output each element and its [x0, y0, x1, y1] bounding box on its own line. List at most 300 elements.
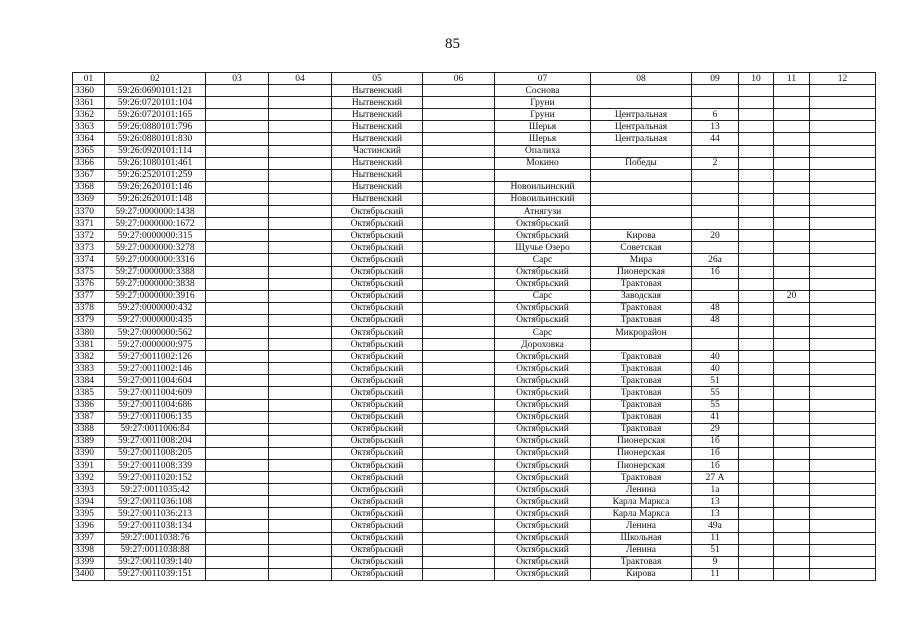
table-cell: [206, 399, 269, 411]
table-cell: [423, 266, 495, 278]
table-cell: [774, 544, 810, 556]
table-cell: Мира: [591, 254, 692, 266]
table-cell: Октябрьский: [332, 496, 423, 508]
table-cell: Частинский: [332, 145, 423, 157]
table-cell: 11: [692, 568, 739, 580]
table-header: [73, 73, 876, 85]
table-cell: 59:26:0880101:830: [105, 133, 206, 145]
table-cell: Карла Маркса: [591, 496, 692, 508]
table-cell: 3377: [73, 290, 105, 302]
column-header: 03: [206, 73, 269, 85]
table-cell: [774, 302, 810, 314]
table-cell: [206, 447, 269, 459]
table-cell: [206, 206, 269, 218]
table-cell: [739, 326, 774, 338]
table-cell: [692, 339, 739, 351]
table-cell: [269, 447, 332, 459]
table-cell: [206, 532, 269, 544]
table-cell: [206, 109, 269, 121]
table-cell: [423, 169, 495, 181]
table-cell: [269, 218, 332, 230]
table-cell: 3376: [73, 278, 105, 290]
table-cell: [206, 314, 269, 326]
table-cell: Сарс: [495, 290, 591, 302]
table-cell: [423, 435, 495, 447]
table-cell: 59:26:0690101:121: [105, 85, 206, 97]
table-cell: [206, 508, 269, 520]
table-cell: [739, 242, 774, 254]
table-row: [73, 556, 876, 568]
table-cell: Пионерская: [591, 460, 692, 472]
table-cell: [206, 157, 269, 169]
table-row: [73, 447, 876, 459]
table-cell: [739, 206, 774, 218]
table-cell: [423, 351, 495, 363]
table-cell: Кирова: [591, 230, 692, 242]
table-cell: Октябрьский: [332, 266, 423, 278]
table-row: [73, 254, 876, 266]
table-cell: Нытвенский: [332, 157, 423, 169]
table-cell: [810, 314, 876, 326]
table-cell: Октябрьский: [332, 387, 423, 399]
table-cell: 55: [692, 399, 739, 411]
table-cell: Октябрьский: [332, 351, 423, 363]
table-cell: Октябрьский: [495, 218, 591, 230]
table-cell: [269, 423, 332, 435]
table-cell: [206, 351, 269, 363]
table-cell: Нытвенский: [332, 169, 423, 181]
table-cell: [423, 85, 495, 97]
page-number: 85: [445, 36, 460, 52]
table-cell: [206, 302, 269, 314]
table-cell: Октябрьский: [332, 544, 423, 556]
table-cell: [423, 109, 495, 121]
table-row: [73, 532, 876, 544]
table-cell: 3362: [73, 109, 105, 121]
table-cell: [810, 556, 876, 568]
table-cell: Октябрьский: [495, 278, 591, 290]
table-cell: [591, 206, 692, 218]
table-cell: 11: [692, 532, 739, 544]
table-cell: [269, 314, 332, 326]
table-cell: [810, 133, 876, 145]
table-cell: [774, 157, 810, 169]
table-cell: [774, 218, 810, 230]
column-header: 05: [332, 73, 423, 85]
table-cell: 3371: [73, 218, 105, 230]
header-row: [73, 73, 876, 85]
table-row: [73, 326, 876, 338]
table-cell: [269, 375, 332, 387]
table-row: [73, 496, 876, 508]
table-cell: [423, 484, 495, 496]
table-cell: [810, 326, 876, 338]
table-cell: [810, 568, 876, 580]
table-cell: 59:27:0000000:315: [105, 230, 206, 242]
table-cell: [810, 145, 876, 157]
table-cell: [739, 290, 774, 302]
table-cell: [810, 460, 876, 472]
table-cell: Октябрьский: [332, 435, 423, 447]
table-cell: [774, 399, 810, 411]
table-cell: [206, 254, 269, 266]
table-row: [73, 157, 876, 169]
table-cell: 3375: [73, 266, 105, 278]
table-cell: [206, 387, 269, 399]
table-cell: [495, 169, 591, 181]
table-cell: 40: [692, 351, 739, 363]
table-cell: [739, 193, 774, 205]
table-cell: [423, 363, 495, 375]
table-cell: Октябрьский: [495, 423, 591, 435]
table-cell: Победы: [591, 157, 692, 169]
table-cell: [591, 339, 692, 351]
table-cell: [206, 133, 269, 145]
table-cell: Центральная: [591, 109, 692, 121]
table-cell: [206, 97, 269, 109]
table-cell: Трактовая: [591, 556, 692, 568]
table-cell: 3365: [73, 145, 105, 157]
table-cell: 3400: [73, 568, 105, 580]
table-row: [73, 375, 876, 387]
table-cell: 59:27:0011006:135: [105, 411, 206, 423]
table-cell: [774, 508, 810, 520]
table-cell: Трактовая: [591, 387, 692, 399]
table-cell: [423, 339, 495, 351]
table-cell: [423, 423, 495, 435]
table-cell: 9: [692, 556, 739, 568]
table-cell: [774, 314, 810, 326]
table-cell: [774, 169, 810, 181]
table-cell: Октябрьский: [332, 326, 423, 338]
table-cell: 59:27:0011020:152: [105, 472, 206, 484]
table-cell: 3366: [73, 157, 105, 169]
table-cell: [206, 266, 269, 278]
table-cell: 41: [692, 411, 739, 423]
table-cell: [739, 266, 774, 278]
table-cell: [774, 411, 810, 423]
table-cell: [692, 290, 739, 302]
table-cell: 59:27:0011038:88: [105, 544, 206, 556]
table-cell: 59:27:0011039:140: [105, 556, 206, 568]
table-cell: [423, 157, 495, 169]
table-cell: 3386: [73, 399, 105, 411]
table-cell: [269, 399, 332, 411]
table-cell: [423, 254, 495, 266]
table-cell: [810, 339, 876, 351]
table-cell: [774, 133, 810, 145]
table-cell: Октябрьский: [332, 411, 423, 423]
table-cell: Октябрьский: [332, 206, 423, 218]
table-cell: [206, 484, 269, 496]
table-cell: [423, 97, 495, 109]
table-cell: [269, 508, 332, 520]
table-cell: 59:27:0011039:151: [105, 568, 206, 580]
column-header: 06: [423, 73, 495, 85]
table-row: [73, 206, 876, 218]
table-cell: [206, 472, 269, 484]
table-cell: Октябрьский: [332, 556, 423, 568]
table-cell: [206, 556, 269, 568]
table-row: [73, 97, 876, 109]
table-cell: [739, 375, 774, 387]
table-cell: [269, 520, 332, 532]
table-cell: [269, 242, 332, 254]
table-cell: [810, 109, 876, 121]
table-cell: [206, 435, 269, 447]
table-cell: 59:27:0000000:1672: [105, 218, 206, 230]
table-cell: 3370: [73, 206, 105, 218]
table-cell: [423, 145, 495, 157]
table-cell: Октябрьский: [495, 411, 591, 423]
table-cell: [810, 193, 876, 205]
table-cell: [591, 193, 692, 205]
table-cell: [739, 556, 774, 568]
table-cell: [739, 363, 774, 375]
table-cell: 3384: [73, 375, 105, 387]
table-cell: Трактовая: [591, 278, 692, 290]
table-cell: [423, 326, 495, 338]
table-cell: Октябрьский: [332, 278, 423, 290]
table-cell: [739, 254, 774, 266]
table-cell: Октябрьский: [332, 339, 423, 351]
table-row: [73, 169, 876, 181]
table-cell: 6: [692, 109, 739, 121]
table-cell: [423, 121, 495, 133]
table-cell: [206, 193, 269, 205]
table-cell: Шерья: [495, 121, 591, 133]
table-cell: [810, 399, 876, 411]
table-cell: 3372: [73, 230, 105, 242]
table-cell: Октябрьский: [332, 375, 423, 387]
table-cell: Октябрьский: [332, 423, 423, 435]
table-cell: [269, 278, 332, 290]
table-cell: [269, 145, 332, 157]
table-cell: 1б: [692, 266, 739, 278]
table-cell: 59:27:0000000:432: [105, 302, 206, 314]
table-cell: 3391: [73, 460, 105, 472]
table-cell: [206, 460, 269, 472]
table-cell: [774, 206, 810, 218]
table-cell: [739, 230, 774, 242]
table-cell: 3390: [73, 447, 105, 459]
table-cell: [591, 169, 692, 181]
table-cell: [269, 472, 332, 484]
table-cell: [591, 145, 692, 157]
table-cell: Октябрьский: [495, 399, 591, 411]
table-row: [73, 363, 876, 375]
table-cell: Октябрьский: [332, 314, 423, 326]
table-row: [73, 133, 876, 145]
table-cell: Нытвенский: [332, 121, 423, 133]
table-cell: [774, 556, 810, 568]
table-cell: [810, 447, 876, 459]
table-cell: [423, 302, 495, 314]
table-cell: [739, 351, 774, 363]
column-header: 08: [591, 73, 692, 85]
table-row: [73, 351, 876, 363]
table-cell: [269, 411, 332, 423]
table-cell: Нытвенский: [332, 97, 423, 109]
table-cell: 59:27:0011004:609: [105, 387, 206, 399]
column-header: 09: [692, 73, 739, 85]
table-row: [73, 435, 876, 447]
table-cell: [206, 290, 269, 302]
table-cell: [774, 435, 810, 447]
table-cell: [692, 278, 739, 290]
table-cell: Трактовая: [591, 351, 692, 363]
table-cell: [774, 520, 810, 532]
table-cell: 59:27:0000000:1438: [105, 206, 206, 218]
table-row: [73, 472, 876, 484]
table-cell: Советская: [591, 242, 692, 254]
table-cell: 59:26:0920101:114: [105, 145, 206, 157]
table-cell: [269, 484, 332, 496]
table-cell: Октябрьский: [332, 520, 423, 532]
table-row: [73, 242, 876, 254]
table-cell: [206, 242, 269, 254]
table-cell: [269, 121, 332, 133]
table-cell: Ленина: [591, 544, 692, 556]
table-cell: [774, 242, 810, 254]
table-cell: [774, 351, 810, 363]
table-cell: 59:26:2520101:259: [105, 169, 206, 181]
table-cell: 3389: [73, 435, 105, 447]
table-cell: 3393: [73, 484, 105, 496]
table-cell: [692, 181, 739, 193]
table-cell: 59:27:0000000:975: [105, 339, 206, 351]
table-cell: 3383: [73, 363, 105, 375]
table-cell: 59:27:0011036:213: [105, 508, 206, 520]
table-cell: 3381: [73, 339, 105, 351]
table-cell: [206, 544, 269, 556]
table-cell: [739, 169, 774, 181]
table-cell: 3395: [73, 508, 105, 520]
table-cell: [423, 230, 495, 242]
table-cell: Трактовая: [591, 472, 692, 484]
table-cell: [423, 242, 495, 254]
table-cell: Пионерская: [591, 435, 692, 447]
table-cell: Щучье Озеро: [495, 242, 591, 254]
table-cell: [206, 326, 269, 338]
table-cell: [774, 109, 810, 121]
table-cell: [774, 568, 810, 580]
table-cell: Центральная: [591, 121, 692, 133]
table-cell: 27 А: [692, 472, 739, 484]
table-cell: 3373: [73, 242, 105, 254]
table-cell: [269, 363, 332, 375]
table-cell: [692, 169, 739, 181]
table-cell: 55: [692, 387, 739, 399]
table-row: [73, 302, 876, 314]
table-cell: [739, 339, 774, 351]
table-cell: Октябрьский: [332, 532, 423, 544]
table-cell: Мокино: [495, 157, 591, 169]
column-header: 12: [810, 73, 876, 85]
table-row: [73, 411, 876, 423]
table-cell: [692, 193, 739, 205]
table-cell: [810, 411, 876, 423]
table-cell: [269, 387, 332, 399]
table-cell: 59:27:0011008:205: [105, 447, 206, 459]
table-cell: 3398: [73, 544, 105, 556]
table-cell: 29: [692, 423, 739, 435]
table-cell: 51: [692, 375, 739, 387]
table-cell: Карла Маркса: [591, 508, 692, 520]
table-cell: [810, 351, 876, 363]
table-cell: [206, 520, 269, 532]
table-cell: Октябрьский: [495, 375, 591, 387]
table-cell: Трактовая: [591, 314, 692, 326]
table-cell: [591, 181, 692, 193]
table-row: [73, 387, 876, 399]
table-cell: 3396: [73, 520, 105, 532]
table-cell: [423, 460, 495, 472]
table-row: [73, 109, 876, 121]
table-row: [73, 520, 876, 532]
table-cell: [774, 460, 810, 472]
table-cell: [423, 568, 495, 580]
table-cell: Груни: [495, 109, 591, 121]
table-cell: Шерья: [495, 133, 591, 145]
table-cell: [591, 97, 692, 109]
table-cell: 1а: [692, 484, 739, 496]
table-cell: [774, 121, 810, 133]
table-cell: Сарс: [495, 254, 591, 266]
table-cell: 59:27:0011004:604: [105, 375, 206, 387]
table-cell: Заводская: [591, 290, 692, 302]
table-cell: Ленина: [591, 520, 692, 532]
table-cell: [206, 496, 269, 508]
table-cell: [269, 556, 332, 568]
table-cell: Нытвенский: [332, 181, 423, 193]
table-cell: [206, 145, 269, 157]
table-cell: [810, 121, 876, 133]
table-cell: Трактовая: [591, 399, 692, 411]
table-cell: 13: [692, 508, 739, 520]
table-cell: 59:27:0000000:3278: [105, 242, 206, 254]
table-cell: [739, 218, 774, 230]
table-cell: Октябрьский: [495, 472, 591, 484]
table-cell: [810, 254, 876, 266]
table-cell: [810, 508, 876, 520]
table-cell: [739, 314, 774, 326]
table-cell: [739, 181, 774, 193]
table-cell: 3385: [73, 387, 105, 399]
table-cell: [810, 230, 876, 242]
table-cell: 49а: [692, 520, 739, 532]
table-cell: 59:27:0000000:3916: [105, 290, 206, 302]
table-cell: Опалиха: [495, 145, 591, 157]
table-cell: [810, 97, 876, 109]
table-cell: [269, 532, 332, 544]
table-cell: 59:27:0011035:42: [105, 484, 206, 496]
table-cell: [739, 435, 774, 447]
column-header: 07: [495, 73, 591, 85]
table-row: [73, 121, 876, 133]
table-cell: [739, 399, 774, 411]
table-cell: [810, 302, 876, 314]
table-cell: [810, 375, 876, 387]
table-cell: Дороховка: [495, 339, 591, 351]
table-cell: [692, 206, 739, 218]
table-cell: 51: [692, 544, 739, 556]
table-cell: Октябрьский: [495, 532, 591, 544]
table-cell: Октябрьский: [495, 302, 591, 314]
table-cell: [423, 218, 495, 230]
table-cell: [206, 411, 269, 423]
table-cell: [739, 387, 774, 399]
